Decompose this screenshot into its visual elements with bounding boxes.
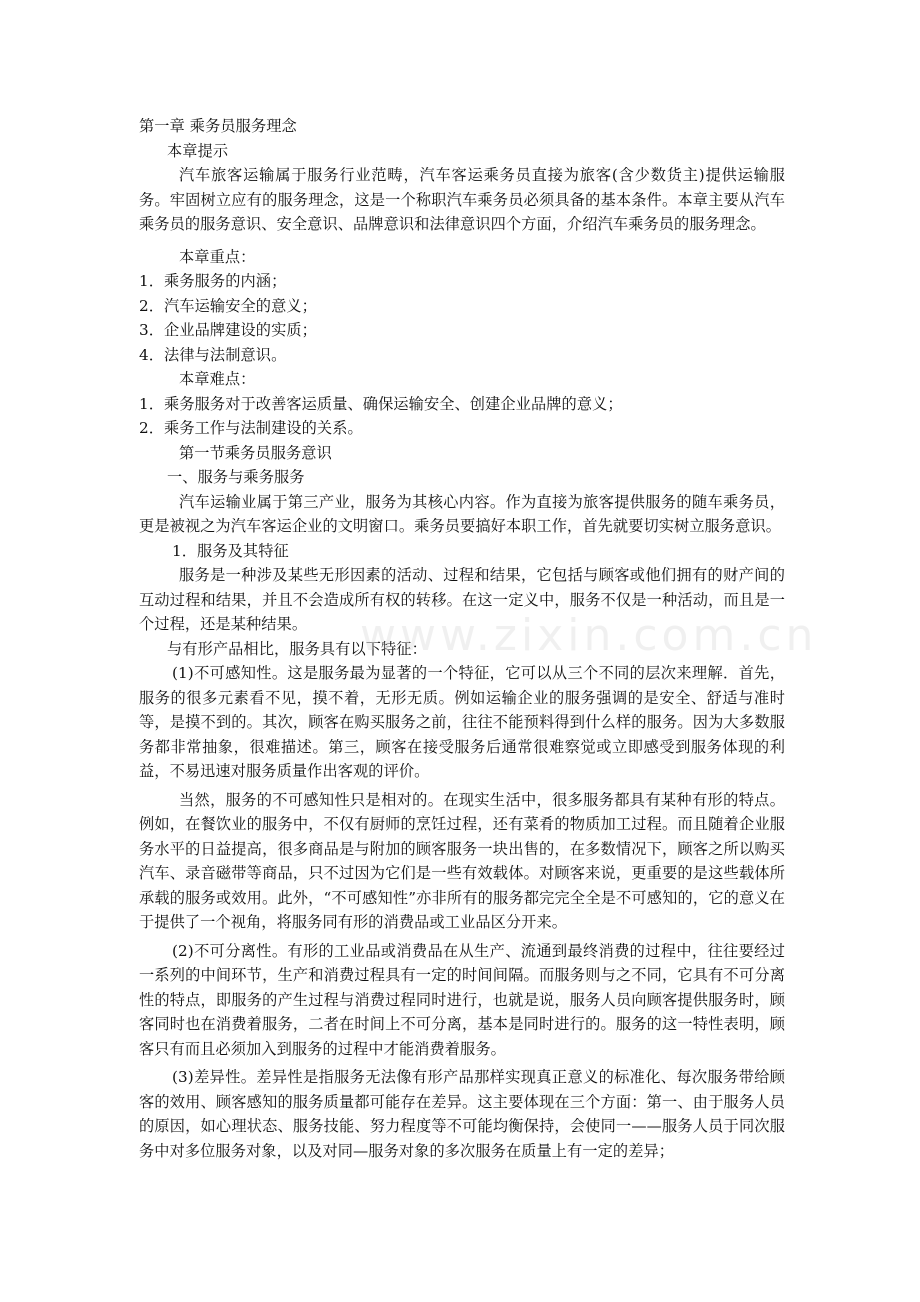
variability-paragraph: (3)差异性。差异性是指服务无法像有形产品那样实现真正意义的标准化、每次服务带给顾客的效用、顾客感知的服务质量都可能存在差异。这主要体现在三个方面：第一、由于服务人员的原因，如心理状态、服务技能、努力程度等不可能均衡保持，会使同一——服务人员于同次服务中对多位服务对象，以及对同—服务对象的多次服务在质量上有一定的差异；: [139, 1068, 785, 1160]
definition-paragraph: 服务是一种涉及某些无形因素的活动、过程和结果，它包括与顾客或他们拥有的财产间的互动过程和结果，并且不会造成所有权的转移。在这一定义中，服务不仅是一种活动，而且是一个过程，还是某种结果。: [139, 566, 785, 633]
intangible-paragraph: (1)不可感知性。这是服务最为显著的一个特征，它可以从三个不同的层次来理解．首先，服务的很多元素看不见，摸不着，无形无质。例如运输企业的服务强调的是安全、舒适与准时等，是摸不到的。其次，顾客在购买服务之前，往往不能预料得到什么样的服务。因为大多数服务都非常抽象，很难描述。第三，顾客在接受服务后通常很难察觉或立即感受到服务体现的利益，不易迅速对服务质量作出客观的评价。: [139, 664, 785, 780]
section-title: 第一节乘务员服务意识: [179, 443, 332, 462]
compare-paragraph: 与有形产品相比，服务具有以下特征：: [167, 639, 427, 658]
key-point-item: 3．企业品牌建设的实质；: [139, 321, 317, 339]
watermark-text: www.zixin.com.cn: [360, 610, 818, 661]
industry-paragraph: 汽车运输业属于第三产业，服务为其核心内容。作为直接为旅客提供服务的随车乘务员，更是被视之为汽车客运企业的文明窗口。乘务员要搞好本职工作，首先就要切实树立服务意识。: [139, 492, 785, 535]
key-points-heading: 本章重点：: [179, 247, 256, 266]
subsection-title: 一、服务与乘务服务: [167, 468, 305, 486]
intro-paragraph: 汽车旅客运输属于服务行业范畴，汽车客运乘务员直接为旅客(含少数货主)提供运输服务。牢固树立应有的服务理念，这是一个称职汽车乘务员必须具备的基本条件。本章主要从汽车乘务员的服务意识、安全意识、品牌意识和法律意识四个方面，介绍汽车乘务员的服务理念。: [139, 166, 785, 233]
key-point-item: 1．乘务服务的内涵；: [139, 272, 287, 290]
difficulty-item: 1．乘务服务对于改善客运质量、确保运输安全、创建企业品牌的意义；: [139, 394, 623, 413]
difficulties-heading: 本章难点：: [179, 370, 256, 388]
document-body: [139, 114, 785, 1163]
chapter-hint-heading: 本章提示: [167, 141, 229, 160]
chapter-title: 第一章 乘务员服务理念: [139, 117, 297, 135]
item-heading: 1．服务及其特征: [172, 541, 289, 560]
difficulty-item: 2．乘务工作与法制建设的关系。: [139, 419, 363, 437]
relative-paragraph: 当然，服务的不可感知性只是相对的。在现实生活中，很多服务都具有某种有形的特点。例如，在餐饮业的服务中，不仅有厨师的烹饪过程，还有菜肴的物质加工过程。而且随着企业服务水平的日益提高，很多商品是与附加的顾客服务一块出售的，在多数情况下，顾客之所以购买汽车、录音磁带等商品，只不过因为它们是一些有效载体。对顾客来说，更重要的是这些载体所承载的服务或效用。此外，“不可感知性”亦非所有的服务都完完全全是不可感知的，它的意义在于提供了一个视角，将服务同有形的消费品或工业品区分开来。: [139, 790, 785, 931]
inseparable-paragraph: (2)不可分离性。有形的工业品或消费品在从生产、流通到最终消费的过程中，往往要经过一系列的中间环节，生产和消费过程具有一定的时间间隔。而服务则与之不同，它具有不可分离性的特点，即服务的产生过程与消费过程同时进行，也就是说，服务人员向顾客提供服务时，顾客同时也在消费着服务，二者在时间上不可分离，基本是同时进行的。服务的这一特性表明，顾客只有而且必须加入到服务的过程中才能消费着服务。: [139, 941, 785, 1058]
key-point-item: 2．汽车运输安全的意义；: [139, 296, 317, 315]
key-point-item: 4．法律与法制意识。: [139, 345, 287, 364]
